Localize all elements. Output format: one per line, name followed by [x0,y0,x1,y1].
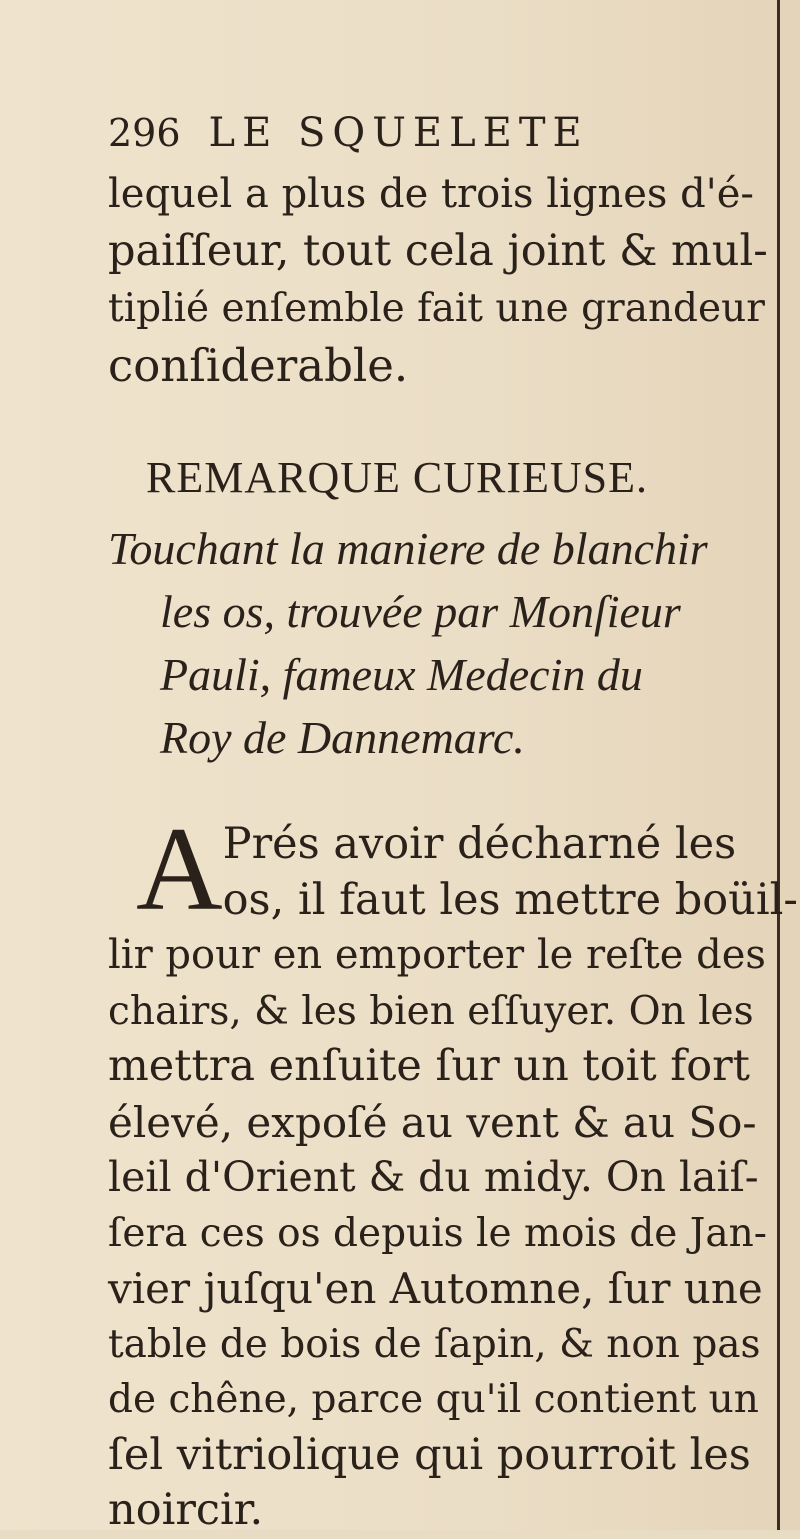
paragraph-line: noircir. [108,1485,264,1535]
paragraph-line: os, il faut les mettre boüil- [222,874,798,925]
paragraph-line: table de bois de ſapin, & non pas [108,1321,761,1367]
subheading-line: Pauli, fameux Medecin du [160,649,643,700]
page-text [108,110,798,1539]
continuation-line: conſiderable. [108,339,409,392]
paragraph-line: vier juſqu'en Automne, ſur une [108,1264,763,1313]
subheading-line: les os, trouvée par Monſieur [160,586,681,637]
continuation-line: tiplié enſemble fait une grandeur [108,286,765,331]
continuation-line: paiſſeur, tout cela joint & mul- [108,226,768,276]
paragraph-line: leil d'Orient & du midy. On laiſ- [108,1153,759,1201]
paragraph-line: de chêne, parce qu'il contient un [108,1377,759,1422]
section-subheading [108,517,768,769]
section-heading: REMARQUE CURIEUSE. [146,453,649,502]
running-header [108,110,768,166]
continuation-line: lequel a plus de trois lignes d'é- [108,171,754,217]
page-number: 296 [108,111,181,155]
paragraph-line: ſera ces os depuis le mois de Jan- [108,1210,767,1256]
drop-cap: A [136,802,223,935]
body-paragraph [108,802,798,1539]
paragraph-line: ſel vitriolique qui pourroit les [108,1429,751,1480]
page-edge [777,0,780,1530]
paragraph-line: mettra enſuite ſur un toit fort [108,1041,750,1091]
running-title: LE SQUELETE [208,110,589,156]
paragraph-line: lir pour en emporter le reſte des [108,932,766,978]
continuation-text [108,166,768,394]
paragraph-line: chairs, & les bien eſſuyer. On les [108,988,754,1034]
paragraph-line: élevé, expoſé au vent & au So- [108,1097,757,1147]
subheading-line: Touchant la maniere de blanchir [108,523,708,574]
subheading-line: Roy de Dannemarc. [160,712,525,763]
dropcap-row [108,802,798,935]
dropcap-lines [223,817,798,928]
paragraph-line: Prés avoir décharné les [222,819,737,869]
